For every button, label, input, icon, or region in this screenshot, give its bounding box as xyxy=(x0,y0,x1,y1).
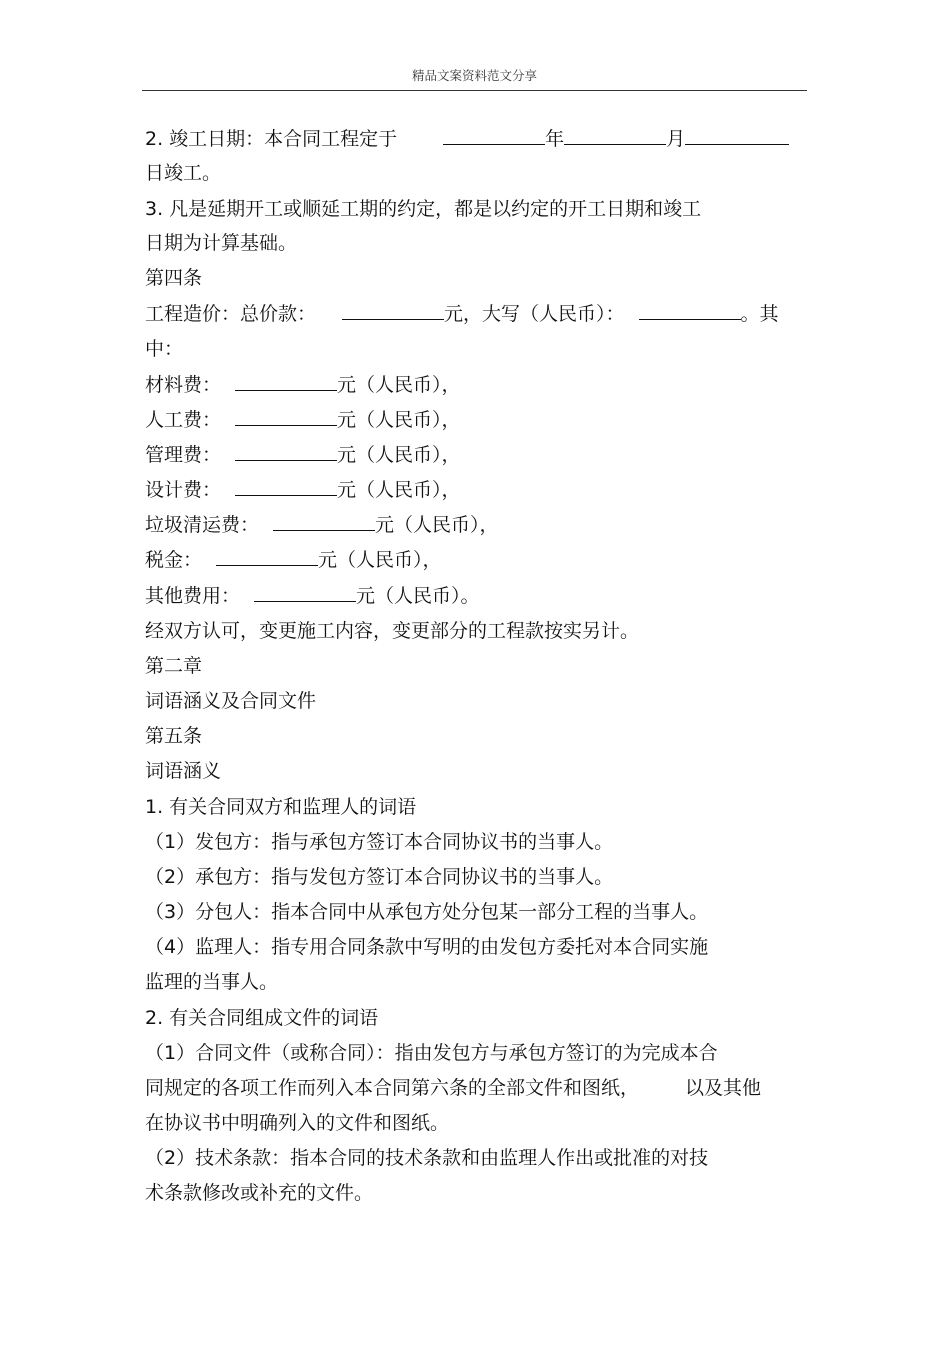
body-line: （2）承包方：指与发包方签订本合同协议书的当事人。 xyxy=(145,866,614,888)
fee-label: 材料费： xyxy=(145,374,222,396)
body-line: （4）监理人：指专用合同条款中写明的由发包方委托对本合同实施 xyxy=(145,936,709,958)
fee-label: 设计费： xyxy=(145,479,222,501)
page-header: 精品文案资料范文分享 xyxy=(411,68,537,83)
year-blank[interactable] xyxy=(443,128,545,145)
fee-label: 其他费用： xyxy=(145,585,241,607)
body-line: 3. 凡是延期开工或顺延工期的约定，都是以约定的开工日期和竣工 xyxy=(145,198,702,220)
header-rule xyxy=(142,90,807,91)
body-line: 日竣工。 xyxy=(145,162,222,184)
body-line xyxy=(145,1076,761,1100)
fee-unit: 元（人民币）， xyxy=(337,479,461,501)
fee-blank[interactable] xyxy=(216,549,318,566)
fee-unit: 元（人民币）， xyxy=(337,374,461,396)
body-text: 以及其他 xyxy=(685,1077,762,1099)
body-line: 1. 有关合同双方和监理人的词语 xyxy=(145,796,417,818)
garbage-fee-line xyxy=(145,513,499,537)
completion-date-label: 2. 竣工日期：本合同工程定于 xyxy=(145,128,398,150)
fee-unit: 元（人民币）， xyxy=(337,444,461,466)
fee-blank[interactable] xyxy=(235,374,337,391)
article-heading: 第四条 xyxy=(145,267,203,289)
completion-date-line xyxy=(145,127,789,151)
body-line: 在协议书中明确列入的文件和图纸。 xyxy=(145,1112,450,1134)
design-fee-line xyxy=(145,478,461,502)
article-title: 词语涵义 xyxy=(145,760,222,782)
fee-blank[interactable] xyxy=(235,409,337,426)
total-price-blank[interactable] xyxy=(342,303,444,320)
body-line: 2. 有关合同组成文件的词语 xyxy=(145,1007,379,1029)
material-fee-line xyxy=(145,373,461,397)
article-heading: 第五条 xyxy=(145,725,203,747)
fee-blank[interactable] xyxy=(235,444,337,461)
body-line: 经双方认可，变更施工内容，变更部分的工程款按实另计。 xyxy=(145,620,640,642)
total-price-line xyxy=(145,302,779,326)
fee-blank[interactable] xyxy=(273,514,375,531)
body-line: 中： xyxy=(145,338,184,360)
total-price-label: 工程造价：总价款： xyxy=(145,303,317,325)
other-fee-line xyxy=(145,584,480,608)
body-line: （2）技术条款：指本合同的技术条款和由监理人作出或批准的对技 xyxy=(145,1147,709,1169)
tax-line xyxy=(145,548,442,572)
fee-label: 税金： xyxy=(145,549,203,571)
fee-unit: 元（人民币）。 xyxy=(356,585,480,607)
fee-blank[interactable] xyxy=(254,585,356,602)
body-line: （1）合同文件（或称合同）：指由发包方与承包方签订的为完成本合 xyxy=(145,1042,718,1064)
fee-unit: 元（人民币）， xyxy=(375,514,499,536)
day-blank[interactable] xyxy=(685,128,789,145)
chapter-title: 词语涵义及合同文件 xyxy=(145,690,317,712)
fee-label: 人工费： xyxy=(145,409,222,431)
fee-unit: 元（人民币）， xyxy=(318,549,442,571)
month-label: 月 xyxy=(666,128,686,150)
fee-label: 垃圾清运费： xyxy=(145,514,260,536)
fee-unit: 元（人民币）， xyxy=(337,409,461,431)
body-line: 术条款修改或补充的文件。 xyxy=(145,1182,374,1204)
chapter-heading: 第二章 xyxy=(145,655,203,677)
total-price-unit: 元，大写（人民币）： xyxy=(444,303,625,325)
total-price-tail: 。其 xyxy=(740,303,779,325)
fee-label: 管理费： xyxy=(145,444,222,466)
month-blank[interactable] xyxy=(564,128,666,145)
body-line: （1）发包方：指与承包方签订本合同协议书的当事人。 xyxy=(145,831,614,853)
management-fee-line xyxy=(145,443,461,467)
body-line: （3）分包人：指本合同中从承包方处分包某一部分工程的当事人。 xyxy=(145,901,709,923)
body-text: 同规定的各项工作而列入本合同第六条的全部文件和图纸， xyxy=(145,1077,640,1099)
body-line: 日期为计算基础。 xyxy=(145,232,298,254)
total-price-words-blank[interactable] xyxy=(639,303,741,320)
year-label: 年 xyxy=(545,128,565,150)
labor-fee-line xyxy=(145,408,461,432)
fee-blank[interactable] xyxy=(235,479,337,496)
body-line: 监理的当事人。 xyxy=(145,971,279,993)
